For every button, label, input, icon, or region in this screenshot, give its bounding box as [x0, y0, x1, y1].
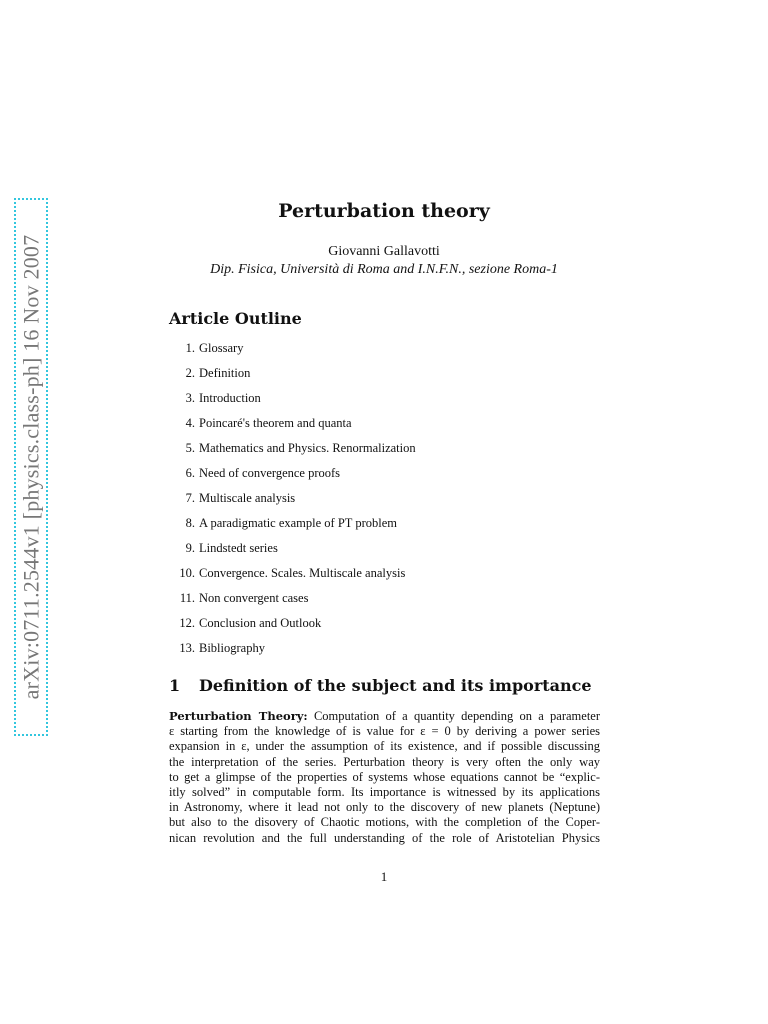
- body-line: ε starting from the knowledge of is value for ε = 0 by deriving a power series: [169, 724, 600, 739]
- section-title: Definition of the subject and its importance: [199, 676, 592, 695]
- outline-item-number: 5.: [185, 441, 195, 455]
- outline-item: [169, 389, 416, 414]
- outline-item: [169, 639, 416, 664]
- outline-item-label: A paradigmatic example of PT problem: [199, 516, 397, 530]
- outline-heading: Article Outline: [169, 309, 302, 328]
- outline-item: [169, 514, 416, 539]
- body-line: [169, 709, 600, 724]
- outline-item: [169, 539, 416, 564]
- outline-item: [169, 439, 416, 464]
- outline-item-label: Glossary: [199, 341, 244, 355]
- outline-item-number: 13.: [179, 641, 195, 655]
- author-affiliation: Dip. Fisica, Università di Roma and I.N.F.N., sezione Roma-1: [210, 262, 558, 277]
- outline-item-number: 1.: [185, 341, 195, 355]
- lead-term: Perturbation Theory:: [169, 709, 308, 723]
- outline-item: [169, 414, 416, 439]
- page-number: 1: [380, 869, 388, 884]
- section-body: [169, 709, 600, 846]
- outline-item: [169, 489, 416, 514]
- outline-item-label: Mathematics and Physics. Renormalization: [199, 441, 416, 455]
- outline-item-number: 3.: [185, 391, 195, 405]
- outline-item-number: 11.: [179, 591, 195, 605]
- body-line: in Astronomy, where it lead not only to the discovery of new planets (Neptune): [169, 800, 600, 815]
- paper-title: Perturbation theory: [278, 200, 490, 222]
- outline-item-label: Bibliography: [199, 641, 265, 655]
- outline-list: [169, 339, 416, 664]
- outline-item: [169, 589, 416, 614]
- outline-item-label: Need of convergence proofs: [199, 466, 341, 480]
- outline-item-number: 10.: [179, 566, 195, 580]
- author-name: Giovanni Gallavotti: [328, 244, 440, 259]
- outline-item: [169, 364, 416, 389]
- body-line: but also to the disovery of Chaotic motions, with the completion of the Coper-: [169, 815, 600, 830]
- outline-item-number: 4.: [185, 416, 195, 430]
- outline-item-label: Multiscale analysis: [199, 491, 296, 505]
- outline-item: [169, 614, 416, 639]
- outline-item-number: 6.: [185, 466, 195, 480]
- outline-item: [169, 564, 416, 589]
- outline-item-label: Convergence. Scales. Multiscale analysis: [199, 566, 406, 580]
- outline-item-label: Non convergent cases: [199, 591, 309, 605]
- outline-item: [169, 464, 416, 489]
- outline-item-label: Poincaré's theorem and quanta: [199, 416, 352, 430]
- arxiv-identifier-text: arXiv:0711.2544v1 [physics.class-ph] 16 Nov 2007: [18, 234, 43, 700]
- outline-item-number: 2.: [185, 366, 195, 380]
- outline-item-number: 12.: [179, 616, 195, 630]
- outline-item-label: Definition: [199, 366, 251, 380]
- body-line: to get a glimpse of the properties of systems whose equations cannot be “explic-: [169, 769, 600, 784]
- outline-item-number: 8.: [185, 516, 195, 530]
- body-line: the interpretation of the series. Perturbation theory is very often the only way: [169, 754, 600, 769]
- outline-item-label: Conclusion and Outlook: [199, 616, 322, 630]
- body-line: itly solved” in computable form. Its importance is witnessed by its applications: [169, 784, 600, 799]
- outline-item-number: 7.: [185, 491, 195, 505]
- section-heading: [169, 676, 592, 695]
- body-line: nican revolution and the full understanding of the role of Aristotelian Physics: [169, 830, 600, 845]
- outline-item-label: Introduction: [199, 391, 261, 405]
- outline-item-label: Lindstedt series: [199, 541, 278, 555]
- body-line-text: Computation of a quantity depending on a parameter: [313, 709, 600, 723]
- outline-item: [169, 339, 416, 364]
- body-line: expansion in ε, under the assumption of its existence, and if possible discussing: [169, 739, 600, 754]
- outline-item-number: 9.: [185, 541, 195, 555]
- section-number: 1: [169, 676, 181, 695]
- arxiv-identifier-stamp: [14, 198, 48, 736]
